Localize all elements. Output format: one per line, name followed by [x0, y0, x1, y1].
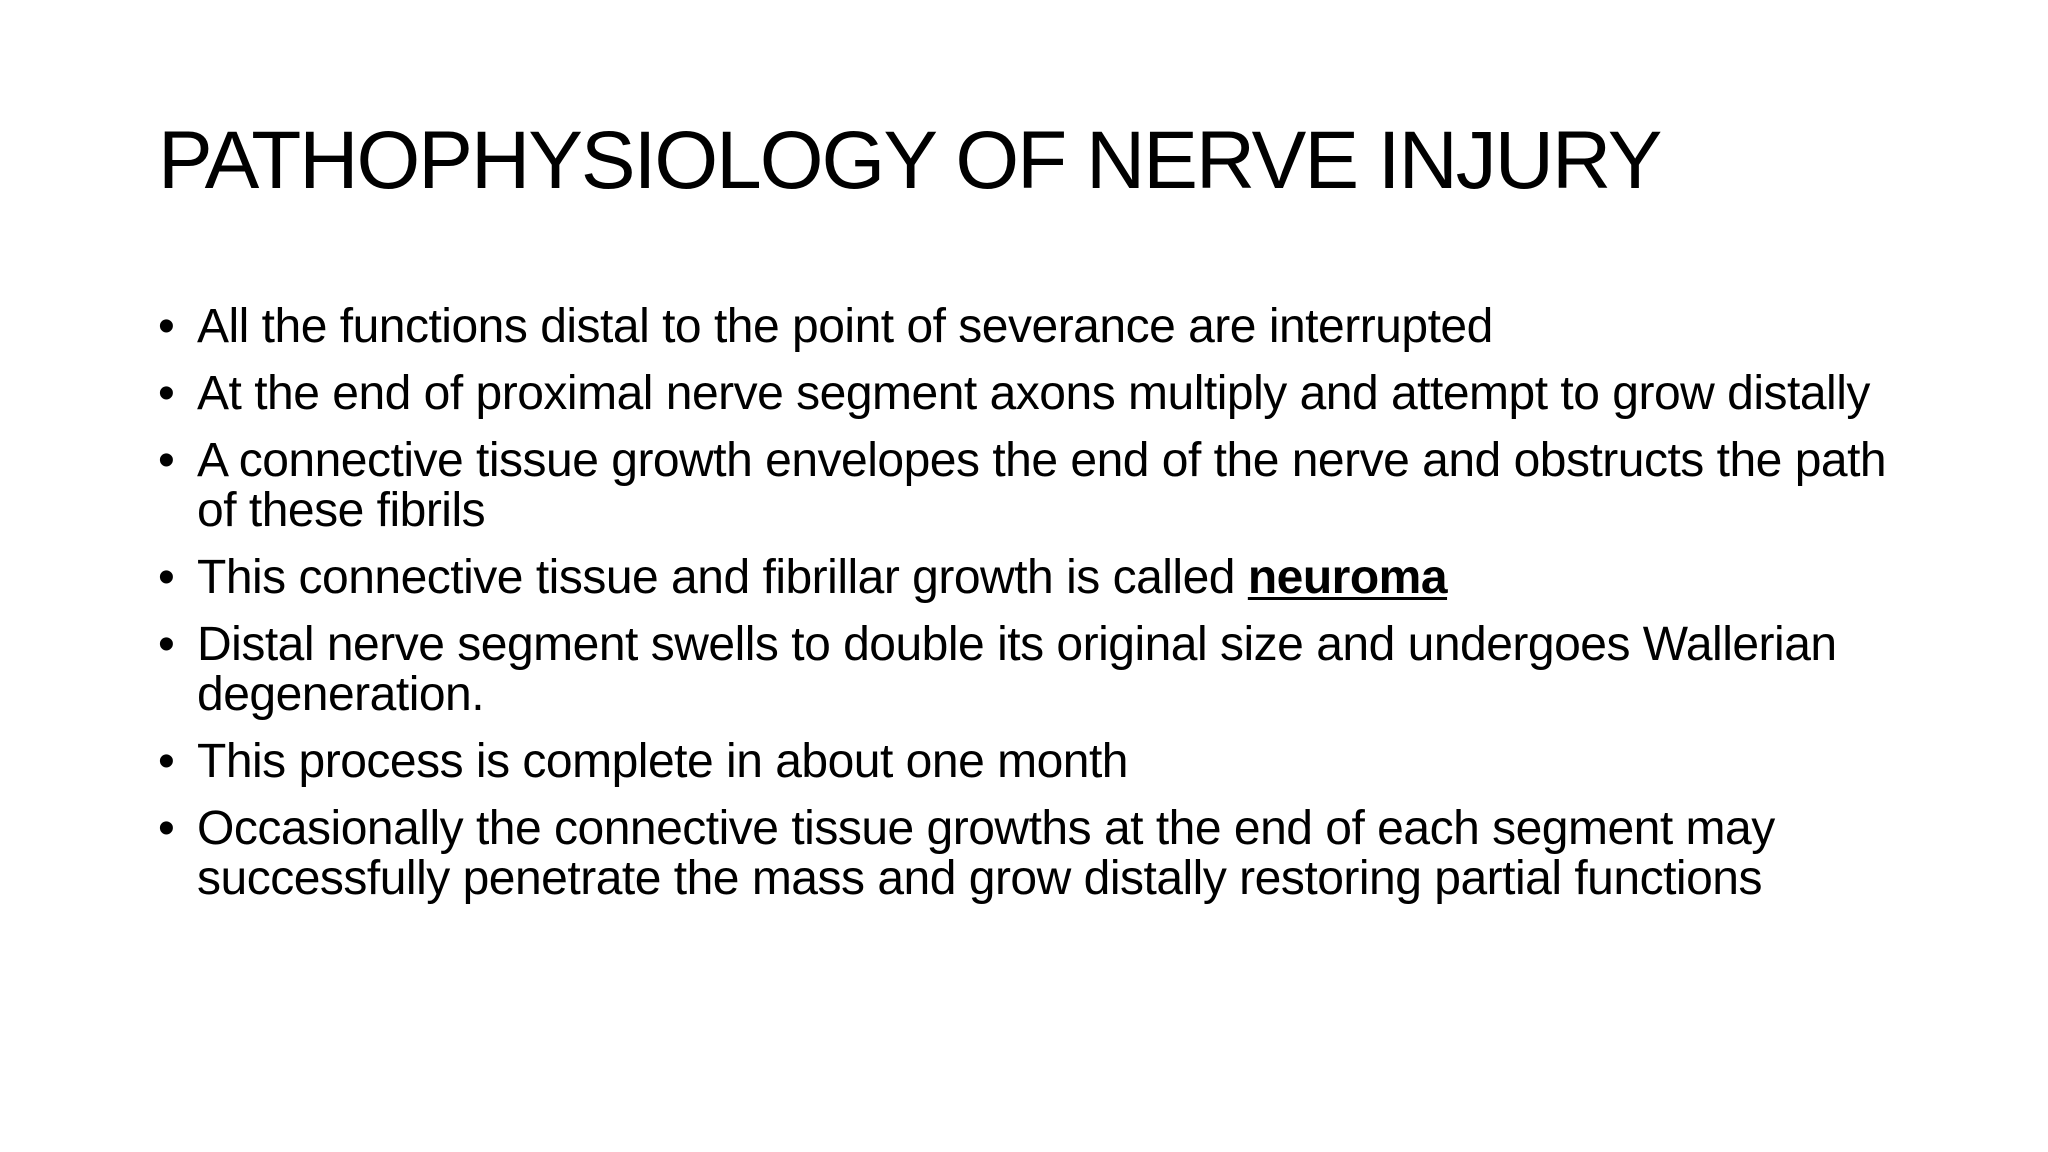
bullet-dot-icon: •	[158, 367, 175, 420]
slide-title: PATHOPHYSIOLOGY OF NERVE INJURY	[158, 115, 1661, 206]
bullet-item-connective-tissue	[158, 436, 1918, 536]
bullet-item-partial-restoration	[158, 804, 1918, 904]
bullet-dot-icon: •	[158, 735, 175, 788]
bullet-text: A connective tissue growth envelopes the end of the nerve and obstructs the path of these fibrils	[197, 434, 1887, 537]
bullet-item-neuroma	[158, 553, 1918, 603]
bullet-text: All the functions distal to the point of severance are interrupted	[197, 300, 1493, 353]
bullet-item-wallerian-degeneration	[158, 620, 1918, 720]
bullet-dot-icon: •	[158, 300, 175, 353]
bullet-text: Occasionally the connective tissue growths at the end of each segment may successfully penetrate the mass and grow distally restoring partial functions	[197, 802, 1775, 905]
bullet-item-one-month	[158, 737, 1918, 787]
bullet-text: Distal nerve segment swells to double its original size and undergoes Wallerian degeneration.	[197, 618, 1837, 721]
bullet-text: This process is complete in about one month	[197, 735, 1128, 788]
bullet-item-functions-interrupted	[158, 302, 1918, 352]
bullet-dot-icon: •	[158, 618, 175, 671]
bullet-dot-icon: •	[158, 802, 175, 855]
bullet-text: This connective tissue and fibrillar growth is called	[197, 551, 1248, 604]
neuroma-term: neuroma	[1247, 551, 1448, 604]
bullet-dot-icon: •	[158, 434, 175, 487]
bullet-text: At the end of proximal nerve segment axons multiply and attempt to grow distally	[197, 367, 1870, 420]
bullet-item-axons-multiply	[158, 369, 1918, 419]
bullet-dot-icon: •	[158, 551, 175, 604]
bullet-list	[158, 302, 1918, 921]
